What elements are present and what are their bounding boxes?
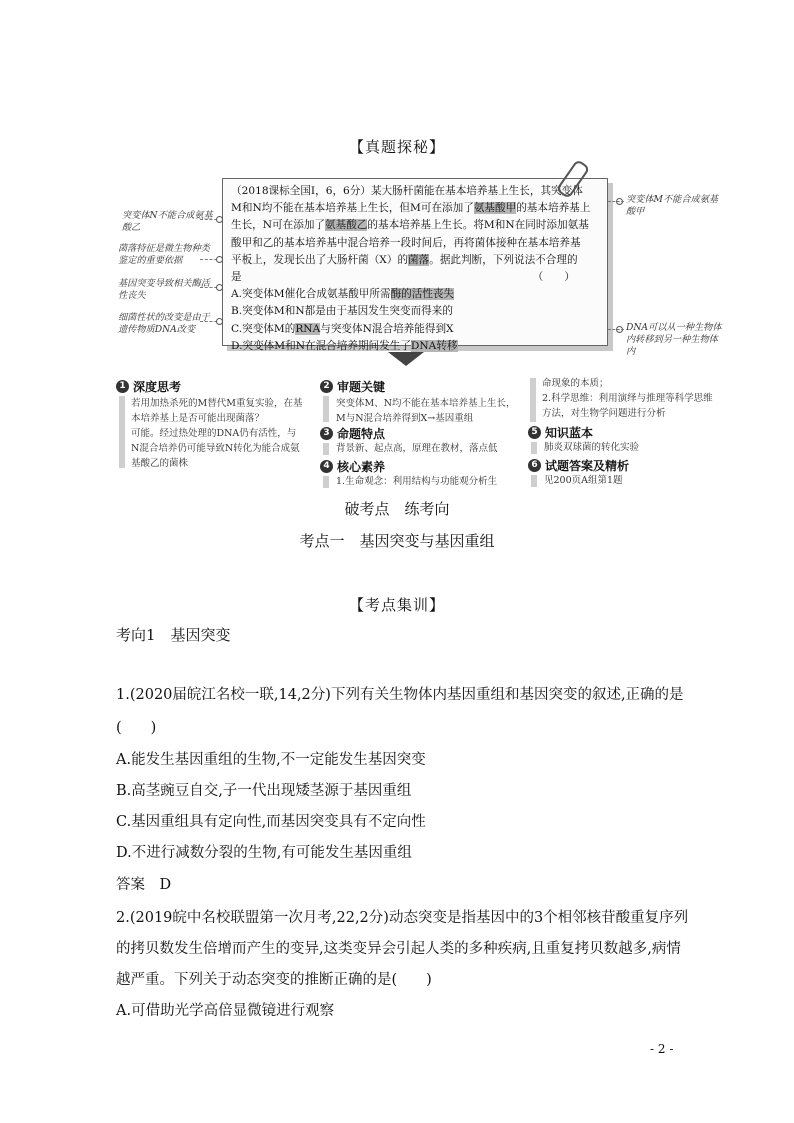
heading-break-points: 破考点 练考向 bbox=[344, 500, 450, 518]
heading-direction-1: 考向1 基因突变 bbox=[116, 626, 231, 644]
step-3-heading: 3 命题特点 bbox=[320, 425, 385, 442]
step-1-heading bbox=[116, 378, 181, 395]
question-1-option-d: D.不进行减数分裂的生物,有可能发生基因重组 bbox=[116, 845, 412, 861]
dash-line bbox=[608, 201, 624, 202]
dot-marker bbox=[216, 284, 223, 291]
question-1-option-b: B.高茎豌豆自交,子一代出现矮茎源于基因重组 bbox=[116, 783, 412, 799]
right-annotation-1: 突变体M不能合成氨基酸甲 bbox=[626, 194, 719, 217]
dot-marker bbox=[216, 256, 223, 263]
panel-line: 平板上，发现长出了大肠杆菌（X）的菌落。据此判断，下列说法不合理的 bbox=[231, 253, 578, 266]
panel-line: 是 （ ） bbox=[231, 271, 575, 284]
step-2-text: 突变体M、N均不能在基本培养基上生长， M与N混合培养得到X→基因重组 bbox=[336, 398, 516, 424]
step-4-text: 1.生命观念：利用结构与功能观分析生 bbox=[336, 476, 498, 487]
panel-line: 酸甲和乙的基本培养基中混合培养一段时间后，再将菌体接种在基本培养基 bbox=[231, 236, 581, 249]
step-5-title: 知识蓝本 bbox=[545, 426, 594, 440]
step-3-title: 命题特点 bbox=[337, 427, 386, 441]
left-annotation-1: 突变体N不能合成氨基酸乙 bbox=[122, 210, 213, 233]
question-1-paren: ( ) bbox=[116, 720, 157, 736]
panel-line: B.突变体M和N都是由于基因发生突变而得来的 bbox=[231, 305, 453, 318]
question-2-stem-line-2: 的拷贝数发生倍增而产生的变异,这类变异会引起人类的多种疾病,且重复拷贝数越多,病情 bbox=[116, 941, 681, 957]
question-1-option-c: C.基因重组具有定向性,而基因突变具有不定向性 bbox=[116, 814, 426, 830]
step-bar bbox=[119, 396, 125, 468]
question-panel bbox=[222, 178, 608, 352]
dash-line bbox=[608, 329, 624, 330]
question-2-option-a: A.可借助光学高倍显微镜进行观察 bbox=[116, 1003, 335, 1019]
panel-line: D.突变体M和N在混合培养期间发生了DNA转移 bbox=[231, 339, 458, 352]
panel-line: M和N均不能在基本培养基上生长，但M可在添加了氨基酸甲的基本培养基上 bbox=[231, 202, 591, 215]
left-annotation-3: 基因突变导致相关酶活性丧失 bbox=[118, 278, 210, 301]
left-annotation-2: 菌落特征是微生物种类鉴定的重要依据 bbox=[118, 243, 210, 266]
question-2-stem-line-3: 越严重。下列关于动态突变的推断正确的是( ) bbox=[116, 972, 432, 988]
step-2-title: 审题关键 bbox=[337, 380, 386, 394]
section-title: 【真题探秘】 bbox=[348, 138, 445, 156]
heading-training: 【考点集训】 bbox=[348, 596, 445, 614]
question-1-answer: 答案 D bbox=[116, 877, 172, 893]
dot-marker bbox=[216, 318, 223, 325]
step-bar bbox=[531, 475, 537, 487]
question-1-option-a: A.能发生基因重组的生物,不一定能发生基因突变 bbox=[116, 752, 426, 768]
step-6-title: 试题答案及精析 bbox=[545, 459, 630, 473]
page-number: - 2 - bbox=[650, 1042, 674, 1056]
step-4-continued-text: 命现象的本质； 2.科学思维：利用演绎与推理等科学思维 方法，对生物学问题进行分析 bbox=[542, 378, 713, 419]
step-bar bbox=[530, 378, 536, 422]
step-3-text: 背景新、起点高，原理在教材，落点低 bbox=[336, 443, 498, 454]
panel-line: C.突变体M的RNA与突变体N混合培养能得到X bbox=[231, 322, 454, 335]
panel-line: A.突变体M催化合成氨基酸甲所需酶的活性丧失 bbox=[231, 288, 455, 301]
step-5-heading: 5 知识蓝本 bbox=[528, 424, 593, 441]
step-bar bbox=[323, 476, 329, 488]
step-bar bbox=[323, 396, 329, 422]
panel-line: 生长，N可在添加了氨基酸乙的基本培养基上生长。将M和N在同时添加氨基 bbox=[231, 219, 589, 232]
dot-marker bbox=[216, 216, 223, 223]
step-bar bbox=[323, 443, 329, 455]
step-5-text: 肺炎双球菌的转化实验 bbox=[544, 442, 640, 453]
step-bar bbox=[531, 442, 537, 454]
question-2-stem-line-1: 2.(2019皖中名校联盟第一次月考,22,2分)动态突变是指基因中的3个相邻核苷酸重复序列 bbox=[116, 910, 689, 926]
right-annotation-2: DNA可以从一种生物体内转移到另一种生物体内 bbox=[626, 322, 722, 357]
step-number-badge: 1 bbox=[116, 380, 129, 393]
panel-line: （2018课标全国Ⅰ，6，6分）某大肠杆菌能在基本培养基上生长，其突变体 bbox=[231, 185, 583, 197]
left-annotation-4: 细菌性状的改变是由于遗传物质DNA改变 bbox=[118, 312, 210, 335]
step-1-text: 若用加热杀死的M替代M重复实验，在基 本培养基上是否可能出现菌落？ 可能。经过热处理的DNA仍有活性，与 N混合培养仍可能导致N转化为能合成氨 基酸乙的菌株 bbox=[131, 398, 303, 469]
question-1-stem: 1.(2020届皖江名校一联,14,2分)下列有关生物体内基因重组和基因突变的叙述,正确的是 bbox=[116, 687, 684, 703]
step-4-heading: 4 核心素养 bbox=[320, 458, 385, 475]
step-4-title: 核心素养 bbox=[337, 460, 386, 474]
heading-point-one: 考点一 基因突变与基因重组 bbox=[299, 532, 495, 550]
step-6-heading: 6 试题答案及精析 bbox=[528, 457, 629, 474]
step-1-title: 深度思考 bbox=[133, 380, 182, 394]
step-6-text: 见200页A组第1题 bbox=[544, 475, 623, 486]
step-2-heading: 2 审题关键 bbox=[320, 378, 385, 395]
arrow-down-icon bbox=[388, 352, 424, 366]
